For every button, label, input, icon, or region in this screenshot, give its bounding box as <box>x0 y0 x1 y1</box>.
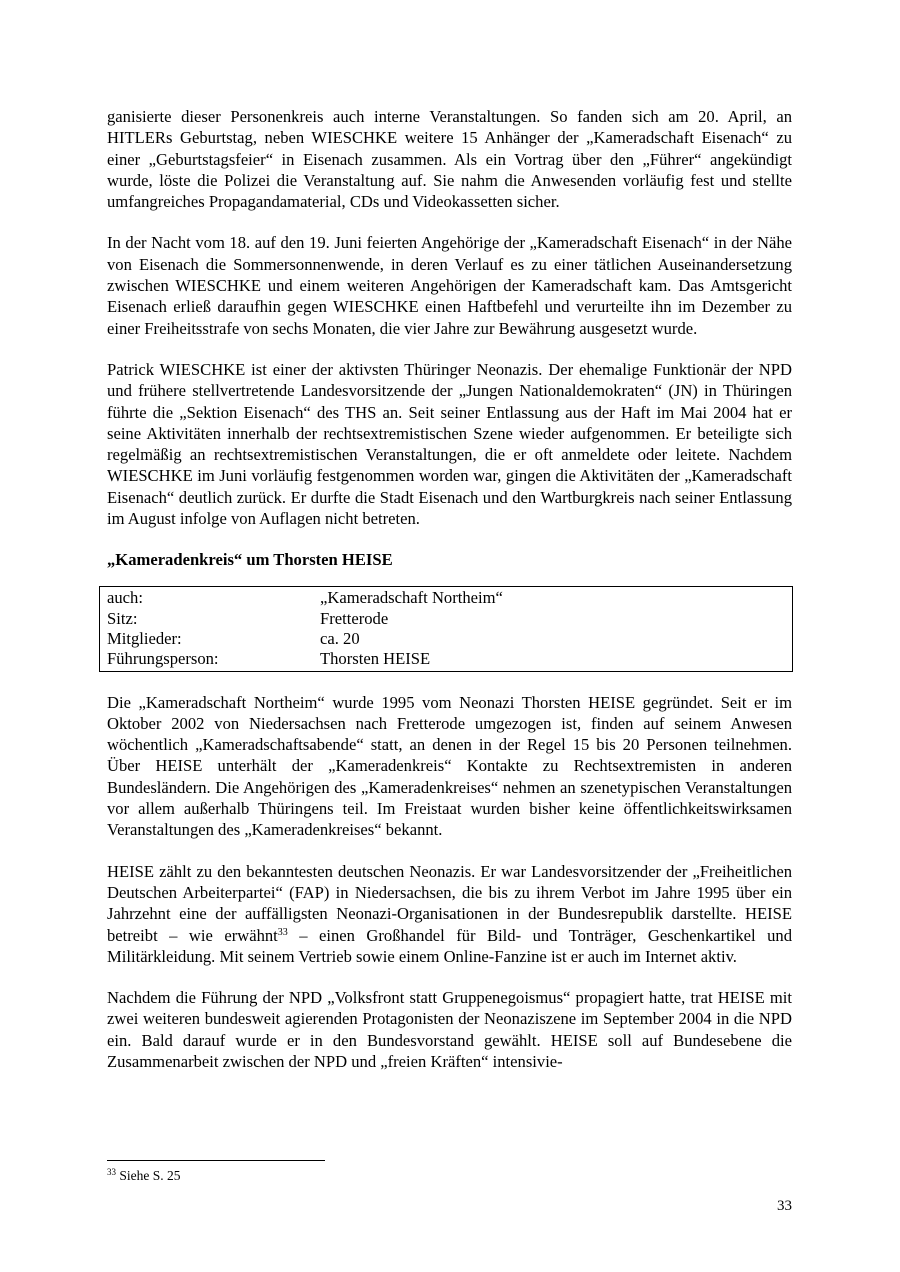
footnote <box>107 1167 181 1185</box>
paragraph-6: Nachdem die Führung der NPD „Volksfront statt Gruppenegoismus“ propagiert hatte, trat HEISE mit zwei weiteren bundesweit agierenden Protagonisten der Neonaziszene im September 2004 in die NPD ein. Bald darauf wurde er in den Bundesvorstand gewählt. HEISE soll auf Bundesebene die Zusammenarbeit zwischen der NPD und „freien Kräften“ intensivie- <box>107 988 792 1071</box>
section-heading: „Kameradenkreis“ um Thorsten HEISE <box>107 550 393 570</box>
footnote-text: Siehe S. 25 <box>116 1168 181 1183</box>
paragraph-1: ganisierte dieser Personenkreis auch interne Veranstaltungen. So fanden sich am 20. April, an HITLERs Geburtstag, neben WIESCHKE weitere 15 Anhänger der „Kameradschaft Eisenach“ zu einer „Geburtstagsfeier“ in Eisenach zusammen. Als ein Vortrag über den „Führer“ angekündigt wurde, löste die Polizei die Veranstaltung auf. Sie nahm die Anwesenden vorläufig fest und stellte umfangreiches Propagandamaterial, CDs und Videokassetten sicher. <box>107 107 792 212</box>
footnote-reference[interactable]: 33 <box>277 926 288 938</box>
paragraph-5-text-a: HEISE zählt zu den bekanntesten deutschen Neonazis. Er war Landesvorsitzender der „Freiheitlichen Deutschen Arbeiterpartei“ (FAP) in Niedersachsen, die bis zu ihrem Verbot im Jahre 1995 über ein Jahrzehnt eine der auffälligsten Neonazi-Organisationen in der Bundesrepublik darstellte. HEISE betreibt – wie erwähnt <box>107 861 792 945</box>
table-row <box>100 587 793 609</box>
footnote-divider <box>107 1160 325 1161</box>
info-table <box>99 586 793 671</box>
paragraph-3: Patrick WIESCHKE ist einer der aktivsten Thüringer Neonazis. Der ehemalige Funktionär der NPD und frühere stellvertretende Landesvorsitzende der „Jungen Nationaldemokraten“ (JN) in Thüringen führte die „Sektion Eisenach“ des THS an. Seit seiner Entlassung aus der Haft im Mai 2004 hat er seine Aktivitäten innerhalb der rechtsextremistischen Szene wieder aufgenommen. Er beteiligte sich regelmäßig an rechtsextremistischen Veranstaltungen, die er oft anmeldete oder leitete. Nachdem WIESCHKE im Juni vorläufig festgenommen worden war, gingen die Aktivitäten der „Kameradschaft Eisenach“ deutlich zurück. Er durfte die Stadt Eisenach und den Wartburgkreis nach seiner Entlassung im August infolge von Auflagen nicht betreten. <box>107 359 792 529</box>
table-value: ca. 20 <box>320 628 360 648</box>
table-label: auch: <box>107 588 143 608</box>
document-page <box>107 106 792 1092</box>
paragraph-5 <box>107 861 792 967</box>
table-value: „Kameradschaft Northeim“ <box>320 588 503 608</box>
table-label: Sitz: <box>107 608 138 628</box>
page-number: 33 <box>777 1198 792 1214</box>
paragraph-4: Die „Kameradschaft Northeim“ wurde 1995 vom Neonazi Thorsten HEISE gegründet. Seit er im Oktober 2002 von Niedersachsen nach Fretterode umgezogen ist, finden auf seinem Anwesen wöchentlich „Kameradschaftsabende“ statt, an denen in der Regel 15 bis 20 Personen teilnehmen. Über HEISE unterhält der „Kameradenkreis“ Kontakte zu Rechtsextremisten in anderen Bundesländern. Die Angehörigen des „Kameradenkreises“ nehmen an szenetypischen Veranstaltungen vor allem außerhalb Thüringens teil. Im Freistaat wurden bisher keine öffentlichkeitswirksamen Veranstaltungen des „Kameradenkreises“ bekannt. <box>107 692 792 840</box>
table-value: Thorsten HEISE <box>320 649 431 669</box>
paragraph-2: In der Nacht vom 18. auf den 19. Juni feierten Angehörige der „Kameradschaft Eisenach“ in der Nähe von Eisenach die Sommersonnenwende, in deren Verlauf es zu einer tätlichen Auseinandersetzung zwischen WIESCHKE und einem weiteren Angehörigen der Kameradschaft kam. Das Amtsgericht Eisenach erließ daraufhin gegen WIESCHKE einen Haftbefehl und verurteilte ihn im Dezember zu einer Freiheitsstrafe von sechs Monaten, die vier Jahre zur Bewährung ausgesetzt wurde. <box>107 233 792 338</box>
table-row <box>100 649 793 671</box>
table-label: Führungsperson: <box>107 649 219 669</box>
paragraph-5-text-b: – einen Großhandel für Bild- und Tonträger, Geschenkartikel und Militärkleidung. Mit seinem Vertrieb sowie einem Online-Fanzine ist er auch im Internet aktiv. <box>107 925 793 966</box>
table-label: Mitglieder: <box>107 628 182 648</box>
footnote-number: 33 <box>107 1167 116 1177</box>
table-row <box>100 629 793 649</box>
table-row <box>100 609 793 629</box>
table-value: Fretterode <box>320 608 389 628</box>
